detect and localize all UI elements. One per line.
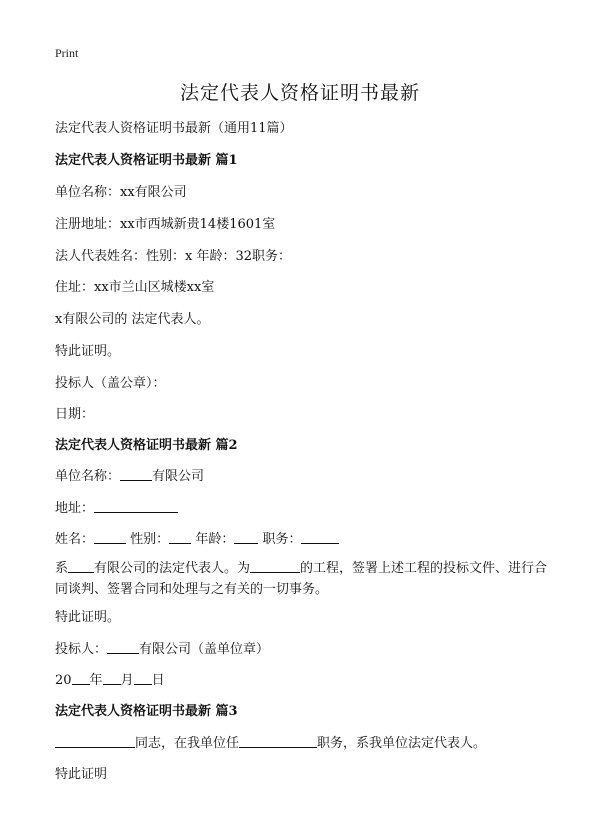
age-blank[interactable]	[234, 530, 258, 544]
section2-address-prefix: 地址：	[55, 501, 95, 516]
section2-certify: 特此证明。	[55, 610, 121, 625]
print-label: Print	[55, 46, 79, 60]
section1-statement: x有限公司的 法定代表人。	[55, 312, 210, 327]
month-blank[interactable]	[103, 671, 121, 685]
month-label: 月	[120, 673, 134, 688]
unit-name-blank[interactable]	[120, 467, 152, 481]
section1-address: 注册地址：xx市西城新贵14楼1601室	[55, 217, 276, 232]
section3-para-b: 职务，系我单位法定代表人。	[317, 736, 487, 751]
day-label: 日	[151, 673, 165, 688]
section1-unit: 单位名称：xx有限公司	[55, 185, 187, 200]
document-title: 法定代表人资格证明书最新	[179, 82, 420, 104]
section1-heading: 法定代表人资格证明书最新 篇1	[55, 153, 238, 168]
section3-heading: 法定代表人资格证明书最新 篇3	[55, 704, 238, 719]
address-blank[interactable]	[94, 499, 178, 513]
section2-heading: 法定代表人资格证明书最新 篇2	[55, 438, 238, 453]
section2-address-line	[55, 499, 178, 518]
section1-residence: 住址：xx市兰山区城楼xx室	[55, 280, 215, 295]
section1-legal-rep: 法人代表姓名：性别：x 年龄：32职务：	[55, 249, 292, 264]
day-blank[interactable]	[134, 671, 152, 685]
company-blank[interactable]	[68, 559, 94, 573]
year-blank[interactable]	[72, 671, 90, 685]
section2-name-prefix: 姓名：	[55, 532, 95, 547]
date-century: 20	[55, 673, 72, 688]
section2-date-line	[55, 671, 165, 690]
section1-date: 日期：	[55, 407, 95, 422]
section2-unit-suffix: 有限公司	[152, 469, 205, 484]
project-blank[interactable]	[250, 559, 300, 573]
position-blank[interactable]	[301, 530, 339, 544]
post-blank[interactable]	[239, 734, 317, 748]
section2-gender-label: 性别：	[130, 532, 170, 547]
section2-para-c: 的工程，签署上述工程的投标文件、进行合同谈判、签署合同和处理与之有关的一切事务。	[55, 561, 548, 597]
comrade-name-blank[interactable]	[55, 734, 135, 748]
section2-paragraph	[55, 558, 555, 600]
section3-paragraph	[55, 734, 486, 753]
section3-certify: 特此证明	[55, 767, 108, 782]
section2-unit-prefix: 单位名称：	[55, 469, 121, 484]
section2-para-b: 有限公司的法定代表人。为	[94, 561, 251, 576]
section2-person-line	[55, 530, 339, 549]
section1-certify: 特此证明。	[55, 344, 121, 359]
section1-bidder: 投标人（盖公章）：	[55, 376, 166, 391]
section2-position-label: 职务：	[262, 532, 302, 547]
document-subtitle: 法定代表人资格证明书最新（通用11篇）	[55, 121, 293, 136]
year-label: 年	[89, 673, 103, 688]
section2-bidder-line	[55, 640, 269, 659]
name-blank[interactable]	[94, 530, 126, 544]
section2-age-label: 年龄：	[195, 532, 235, 547]
section2-bidder-prefix: 投标人：	[55, 642, 108, 657]
section2-para-a: 系	[55, 561, 69, 576]
bidder-company-blank[interactable]	[107, 640, 139, 654]
gender-blank[interactable]	[169, 530, 191, 544]
section2-unit-line	[55, 467, 204, 486]
section2-bidder-suffix: 有限公司（盖单位章）	[139, 642, 270, 657]
section3-para-a: 同志，在我单位任	[135, 736, 240, 751]
